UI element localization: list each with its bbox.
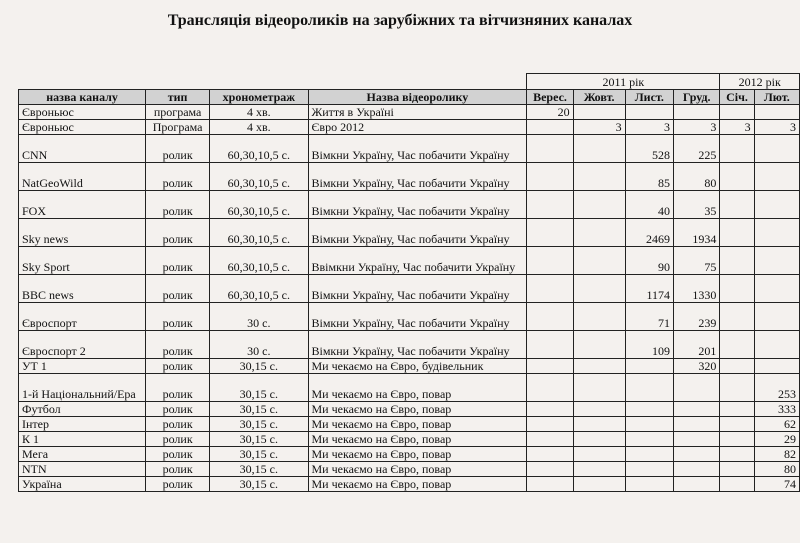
cell-nov: [625, 462, 673, 477]
cell-channel: Sky Sport: [19, 247, 146, 275]
cell-channel: Мега: [19, 447, 146, 462]
cell-video: Вімкни Україну, Час побачити Україну: [308, 219, 527, 247]
cell-sep: [527, 120, 573, 135]
cell-type: ролик: [146, 275, 210, 303]
cell-dec: 201: [674, 331, 720, 359]
cell-video: Вімкни Україну, Час побачити Україну: [308, 331, 527, 359]
cell-jan: [720, 191, 754, 219]
cell-dec: [674, 447, 720, 462]
cell-oct: [573, 219, 625, 247]
cell-sep: [527, 402, 573, 417]
cell-dec: [674, 417, 720, 432]
cell-duration: 60,30,10,5 с.: [210, 247, 308, 275]
table-row: [19, 432, 800, 447]
cell-duration: 30 с.: [210, 303, 308, 331]
cell-jan: [720, 247, 754, 275]
cell-oct: [573, 477, 625, 492]
cell-dec: 35: [674, 191, 720, 219]
cell-video: Ми чекаємо на Євро, повар: [308, 417, 527, 432]
cell-video: Ми чекаємо на Євро, повар: [308, 447, 527, 462]
cell-duration: 60,30,10,5 с.: [210, 275, 308, 303]
cell-oct: [573, 105, 625, 120]
table-row: [19, 247, 800, 275]
cell-feb: 333: [754, 402, 799, 417]
table-row: [19, 275, 800, 303]
cell-nov: [625, 374, 673, 402]
cell-oct: [573, 331, 625, 359]
cell-dec: 320: [674, 359, 720, 374]
cell-type: ролик: [146, 359, 210, 374]
cell-sep: [527, 432, 573, 447]
cell-dec: 1934: [674, 219, 720, 247]
cell-sep: [527, 247, 573, 275]
cell-oct: [573, 247, 625, 275]
cell-sep: [527, 417, 573, 432]
cell-duration: 30,15 с.: [210, 359, 308, 374]
cell-sep: [527, 447, 573, 462]
cell-jan: [720, 163, 754, 191]
cell-jan: [720, 359, 754, 374]
cell-feb: 74: [754, 477, 799, 492]
cell-oct: [573, 275, 625, 303]
cell-dec: [674, 477, 720, 492]
table-row: [19, 447, 800, 462]
cell-jan: [720, 135, 754, 163]
cell-dec: [674, 462, 720, 477]
cell-video: Ми чекаємо на Євро, повар: [308, 374, 527, 402]
table-row: [19, 417, 800, 432]
cell-feb: 82: [754, 447, 799, 462]
cell-duration: 60,30,10,5 с.: [210, 191, 308, 219]
cell-duration: 60,30,10,5 с.: [210, 219, 308, 247]
cell-video: Ввімкни Україну, Час побачити Україну: [308, 247, 527, 275]
cell-dec: 75: [674, 247, 720, 275]
cell-oct: [573, 359, 625, 374]
cell-jan: [720, 374, 754, 402]
cell-channel: Євроспорт 2: [19, 331, 146, 359]
cell-duration: 30 с.: [210, 331, 308, 359]
col-header-nov: Лист.: [625, 90, 673, 105]
cell-sep: [527, 135, 573, 163]
cell-type: ролик: [146, 163, 210, 191]
cell-sep: [527, 163, 573, 191]
col-header-duration: хронометраж: [210, 90, 308, 105]
cell-nov: [625, 447, 673, 462]
cell-duration: 30,15 с.: [210, 447, 308, 462]
cell-jan: [720, 477, 754, 492]
cell-nov: [625, 417, 673, 432]
cell-oct: [573, 135, 625, 163]
cell-feb: [754, 191, 799, 219]
cell-dec: 239: [674, 303, 720, 331]
cell-sep: [527, 303, 573, 331]
cell-sep: [527, 275, 573, 303]
cell-dec: [674, 402, 720, 417]
cell-type: ролик: [146, 402, 210, 417]
cell-feb: [754, 359, 799, 374]
cell-type: ролик: [146, 462, 210, 477]
cell-jan: [720, 402, 754, 417]
cell-type: ролик: [146, 303, 210, 331]
cell-type: ролик: [146, 447, 210, 462]
table-row: [19, 120, 800, 135]
cell-video: Вімкни Україну, Час побачити Україну: [308, 303, 527, 331]
cell-dec: 3: [674, 120, 720, 135]
cell-type: ролик: [146, 374, 210, 402]
cell-feb: [754, 303, 799, 331]
cell-oct: [573, 432, 625, 447]
cell-type: ролик: [146, 135, 210, 163]
table-row: [19, 331, 800, 359]
cell-channel: CNN: [19, 135, 146, 163]
cell-dec: 80: [674, 163, 720, 191]
cell-feb: 62: [754, 417, 799, 432]
cell-nov: [625, 432, 673, 447]
cell-sep: [527, 477, 573, 492]
table-row: [19, 163, 800, 191]
cell-jan: [720, 303, 754, 331]
year-2012-header: 2012 рік: [720, 74, 800, 90]
cell-video: Ми чекаємо на Євро, будівельник: [308, 359, 527, 374]
cell-channel: FOX: [19, 191, 146, 219]
cell-sep: [527, 359, 573, 374]
cell-nov: 528: [625, 135, 673, 163]
cell-video: Ми чекаємо на Євро, повар: [308, 402, 527, 417]
table-row: [19, 219, 800, 247]
cell-sep: [527, 462, 573, 477]
cell-oct: [573, 447, 625, 462]
cell-type: ролик: [146, 191, 210, 219]
cell-sep: [527, 374, 573, 402]
cell-oct: 3: [573, 120, 625, 135]
cell-oct: [573, 374, 625, 402]
cell-feb: 80: [754, 462, 799, 477]
cell-jan: [720, 275, 754, 303]
cell-jan: [720, 417, 754, 432]
cell-nov: 2469: [625, 219, 673, 247]
cell-channel: NatGeoWild: [19, 163, 146, 191]
cell-duration: 30,15 с.: [210, 417, 308, 432]
cell-sep: [527, 331, 573, 359]
cell-nov: [625, 402, 673, 417]
col-header-jan: Січ.: [720, 90, 754, 105]
year-2011-header: 2011 рік: [527, 74, 720, 90]
table-row: [19, 359, 800, 374]
col-header-type: тип: [146, 90, 210, 105]
cell-feb: [754, 275, 799, 303]
cell-channel: Євроньюс: [19, 120, 146, 135]
cell-video: Вімкни Україну, Час побачити Україну: [308, 163, 527, 191]
cell-video: Вімкни Україну, Час побачити Україну: [308, 191, 527, 219]
cell-feb: 253: [754, 374, 799, 402]
column-header-row: [19, 90, 800, 105]
table-row: [19, 105, 800, 120]
cell-dec: 225: [674, 135, 720, 163]
cell-duration: 30,15 с.: [210, 462, 308, 477]
cell-nov: 85: [625, 163, 673, 191]
page-title: Трансляція відеороликів на зарубіжних та вітчизняних каналах: [167, 12, 633, 29]
cell-feb: [754, 135, 799, 163]
cell-dec: [674, 374, 720, 402]
cell-channel: Україна: [19, 477, 146, 492]
cell-feb: [754, 247, 799, 275]
cell-nov: 3: [625, 120, 673, 135]
cell-video: Вімкни Україну, Час побачити Україну: [308, 275, 527, 303]
cell-jan: 3: [720, 120, 754, 135]
cell-feb: [754, 105, 799, 120]
cell-nov: [625, 105, 673, 120]
year-header-row: [19, 74, 800, 90]
cell-channel: BBC news: [19, 275, 146, 303]
cell-jan: [720, 105, 754, 120]
cell-sep: [527, 191, 573, 219]
cell-type: ролик: [146, 432, 210, 447]
col-header-channel: назва каналу: [19, 90, 146, 105]
cell-duration: 60,30,10,5 с.: [210, 135, 308, 163]
cell-jan: [720, 447, 754, 462]
cell-duration: 60,30,10,5 с.: [210, 163, 308, 191]
table-row: [19, 303, 800, 331]
cell-oct: [573, 417, 625, 432]
col-header-feb: Лют.: [754, 90, 799, 105]
col-header-video: Назва відеоролику: [308, 90, 527, 105]
cell-video: Ми чекаємо на Євро, повар: [308, 432, 527, 447]
cell-oct: [573, 402, 625, 417]
cell-feb: [754, 219, 799, 247]
cell-channel: Футбол: [19, 402, 146, 417]
cell-channel: К 1: [19, 432, 146, 447]
cell-channel: УТ 1: [19, 359, 146, 374]
table-row: [19, 191, 800, 219]
cell-dec: [674, 105, 720, 120]
cell-type: програма: [146, 105, 210, 120]
table-row: [19, 462, 800, 477]
cell-jan: [720, 432, 754, 447]
cell-duration: 30,15 с.: [210, 374, 308, 402]
cell-sep: [527, 219, 573, 247]
cell-feb: 29: [754, 432, 799, 447]
cell-channel: Інтер: [19, 417, 146, 432]
cell-channel: Євроньюс: [19, 105, 146, 120]
cell-feb: [754, 163, 799, 191]
table-row: [19, 374, 800, 402]
cell-video: Життя в Україні: [308, 105, 527, 120]
col-header-dec: Груд.: [674, 90, 720, 105]
cell-nov: 109: [625, 331, 673, 359]
col-header-sep: Верес.: [527, 90, 573, 105]
table-row: [19, 402, 800, 417]
cell-duration: 4 хв.: [210, 105, 308, 120]
cell-dec: 1330: [674, 275, 720, 303]
cell-nov: 40: [625, 191, 673, 219]
cell-nov: [625, 477, 673, 492]
cell-nov: 90: [625, 247, 673, 275]
cell-nov: 71: [625, 303, 673, 331]
cell-duration: 4 хв.: [210, 120, 308, 135]
cell-type: ролик: [146, 417, 210, 432]
cell-sep: 20: [527, 105, 573, 120]
cell-duration: 30,15 с.: [210, 402, 308, 417]
cell-type: ролик: [146, 247, 210, 275]
table-row: [19, 135, 800, 163]
cell-type: Програма: [146, 120, 210, 135]
cell-channel: 1-й Національний/Ера: [19, 374, 146, 402]
cell-video: Вімкни Україну, Час побачити Україну: [308, 135, 527, 163]
cell-feb: [754, 331, 799, 359]
cell-feb: 3: [754, 120, 799, 135]
cell-jan: [720, 219, 754, 247]
cell-type: ролик: [146, 477, 210, 492]
broadcast-table: [18, 73, 800, 492]
cell-oct: [573, 191, 625, 219]
cell-jan: [720, 462, 754, 477]
cell-channel: Євроспорт: [19, 303, 146, 331]
cell-oct: [573, 163, 625, 191]
cell-duration: 30,15 с.: [210, 477, 308, 492]
cell-nov: [625, 359, 673, 374]
cell-video: Євро 2012: [308, 120, 527, 135]
cell-video: Ми чекаємо на Євро, повар: [308, 462, 527, 477]
cell-jan: [720, 331, 754, 359]
cell-video: Ми чекаємо на Євро, повар: [308, 477, 527, 492]
col-header-oct: Жовт.: [573, 90, 625, 105]
table-row: [19, 477, 800, 492]
cell-nov: 1174: [625, 275, 673, 303]
cell-type: ролик: [146, 331, 210, 359]
cell-channel: Sky news: [19, 219, 146, 247]
cell-channel: NTN: [19, 462, 146, 477]
cell-oct: [573, 303, 625, 331]
cell-dec: [674, 432, 720, 447]
cell-oct: [573, 462, 625, 477]
cell-duration: 30,15 с.: [210, 432, 308, 447]
cell-type: ролик: [146, 219, 210, 247]
